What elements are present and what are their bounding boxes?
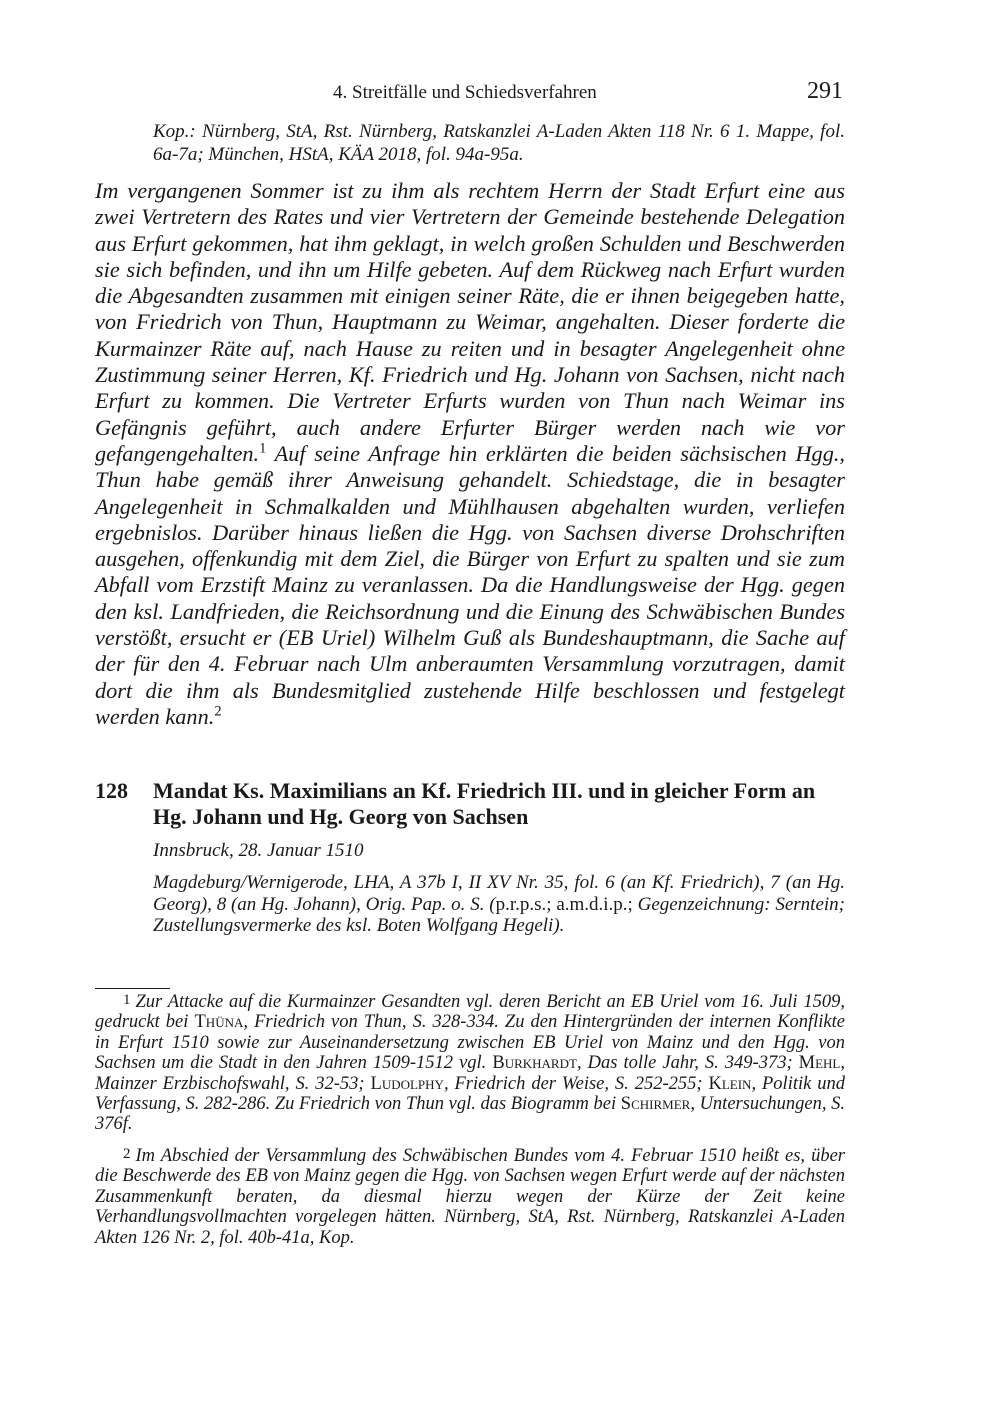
running-header [95,78,845,110]
page-number: 291 [807,78,843,104]
document-number: 128 [95,778,128,803]
archival-source [153,872,845,937]
footnote-2-mark: 2 [123,1146,131,1162]
author-burkhardt: Burkhardt [492,1053,577,1074]
footnote-1-mark: 1 [123,992,131,1008]
footnote-1 [95,990,845,1135]
footnote-2-text: Im Abschied der Versammlung des Schwäbischen Bundes vom 4. Februar 1510 heißt es, über die Beschwerde des EB von Mainz gegen die Hgg. von Sachsen wegen Erfurt werde auf der nächsten Zusammenkunft beraten, da diesmal hierzu wegen der Kürze der Zeit keine Verhandlungsvollmachten vorgelegen hätten. Nürnberg, StA, Rst. Nürnberg, Ratskanzlei A-Laden Akten 126 Nr. 2, fol. 40b-41a, Kop. [95,1146,845,1248]
footnote-1-text: , Friedrich der Weise, S. 252-255; [443,1073,709,1094]
place-date: Innsbruck, 28. Januar 1510 [153,840,364,861]
footnote-1-text: , Untersuchungen, S. 376f. [95,1094,845,1135]
source-amdip: a.m.d.i.p.; [556,893,633,915]
footnote-2 [95,1144,845,1248]
regest-text-main: Im vergangenen Sommer ist zu ihm als rechtem Herrn der Stadt Erfurt eine aus zwei Vertretern des Rates und vier Vertretern der Gemeinde bestehende Delegation aus Erfurt gekommen, hat ihm geklagt, in welch großen Schulden und Beschwerden sie sich befinden, und ihn um Hilfe gebeten. Auf dem Rückweg nach Erfurt wurden die Abgesandten zusammen mit einigen seiner Räte, die er ihnen beigegeben hatte, von Friedrich von Thun, Hauptmann zu Weimar, angehalten. Dieser forderte die Kurmainzer Räte auf, nach Hause zu reiten und in besagter Angelegenheit ohne Zustimmung seiner Herren, Kf. Friedrich und Hg. Johann von Sachsen, nicht nach Erfurt zu kommen. Die Vertreter Erfurts wurden von Thun nach Weimar ins Gefängnis geführt, auch andere Erfurter Bürger werden nach wie vor gefangengehalten. [95,178,845,466]
footnote-1-text: , Politik und Verfassung, S. 282-286. Zu Friedrich von Thun vgl. das Biogramm bei [95,1073,846,1115]
footnote-1-text: Zur Attacke auf die Kurmainzer Gesandten vgl. deren Bericht an EB Uriel vom 16. Juli 1509, gedruckt bei [95,992,845,1033]
footnote-1-text: , Mainzer Erzbischofswahl, S. 32-53; [95,1053,846,1094]
running-title: 4. Streitfälle und Schiedsverfahren [333,82,597,103]
document-heading [95,778,845,830]
regest-text-rest: Auf seine Anfrage hin erklärten die beiden sächsischen Hgg., Thun habe gemäß ihrer Anweisung gehandelt. Schiedstage, die in besagter Angelegenheit in Schmalkalden und Mühlhausen abgehalten wurden, verliefen ergebnislos. Darüber hinaus ließen die Hgg. von Sachsen diverse Drohschriften ausgehen, offenkundig mit dem Ziel, die Bürger von Erfurt zu spalten und sie zum Abfall vom Erzstift Mainz zu veranlassen. Da die Handlungsweise der Hgg. gegen den ksl. Landfrieden, die Reichsordnung und die Einung des Schwäbischen Bundes verstößt, ersucht er (EB Uriel) Wilhelm Guß als Bundeshauptmann, die Sache auf der für den 4. Februar nach Ulm anberaumten Versammlung vorzutragen, damit dort die ihm als Bundesmitglied zustehende Hilfe beschlossen und festgelegt werden kann. [95,440,845,729]
footnote-divider [95,988,170,989]
source-part-a: Magdeburg/Wernigerode, LHA, A 37b I, II XV Nr. 35, fol. 6 (an Kf. Friedrich), 7 (an Hg. Georg), 8 (an Hg. Johann), Orig. Pap. o. S. ( [153,872,845,915]
author-thuena: Thüna [194,1012,244,1033]
footnote-ref-1[interactable]: 1 [259,440,267,457]
author-mehl: Mehl [798,1053,841,1074]
footnote-1-text: , Friedrich von Thun, S. 328-334. Zu den Hintergründen der internen Konflikte in Erfurt 1510 sowie zur Auseinandersetzung zwischen EB Uriel von Mainz und den Hgg. von Sachsen um die Stadt in den Jahren 1509-1512 vgl. [95,1012,845,1074]
source-part-c: Gegenzeichnung: Serntein; Zustellungsvermerke des ksl. Boten Wolfgang Hegeli). [153,893,845,936]
document-title: Mandat Ks. Maximilians an Kf. Friedrich III. und in gleicher Form an Hg. Johann und Hg. Georg von Sachsen [153,778,816,829]
author-schirmer: Schirmer [620,1094,691,1115]
source-prps: p.r.p.s.; [495,893,552,915]
copy-source-note: Kop.: Nürnberg, StA, Rst. Nürnberg, Ratskanzlei A-Laden Akten 118 Nr. 6 1. Mappe, fol. 6a-7a; München, HStA, KÄA 2018, fol. 94a-95a. [153,121,845,165]
author-klein: Klein [708,1073,752,1094]
author-ludolphy: Ludolphy [370,1073,444,1094]
regest-paragraph [95,178,845,730]
footnote-1-text: , Das tolle Jahr, S. 349-373; [576,1053,799,1074]
footnote-ref-2[interactable]: 2 [214,703,222,720]
